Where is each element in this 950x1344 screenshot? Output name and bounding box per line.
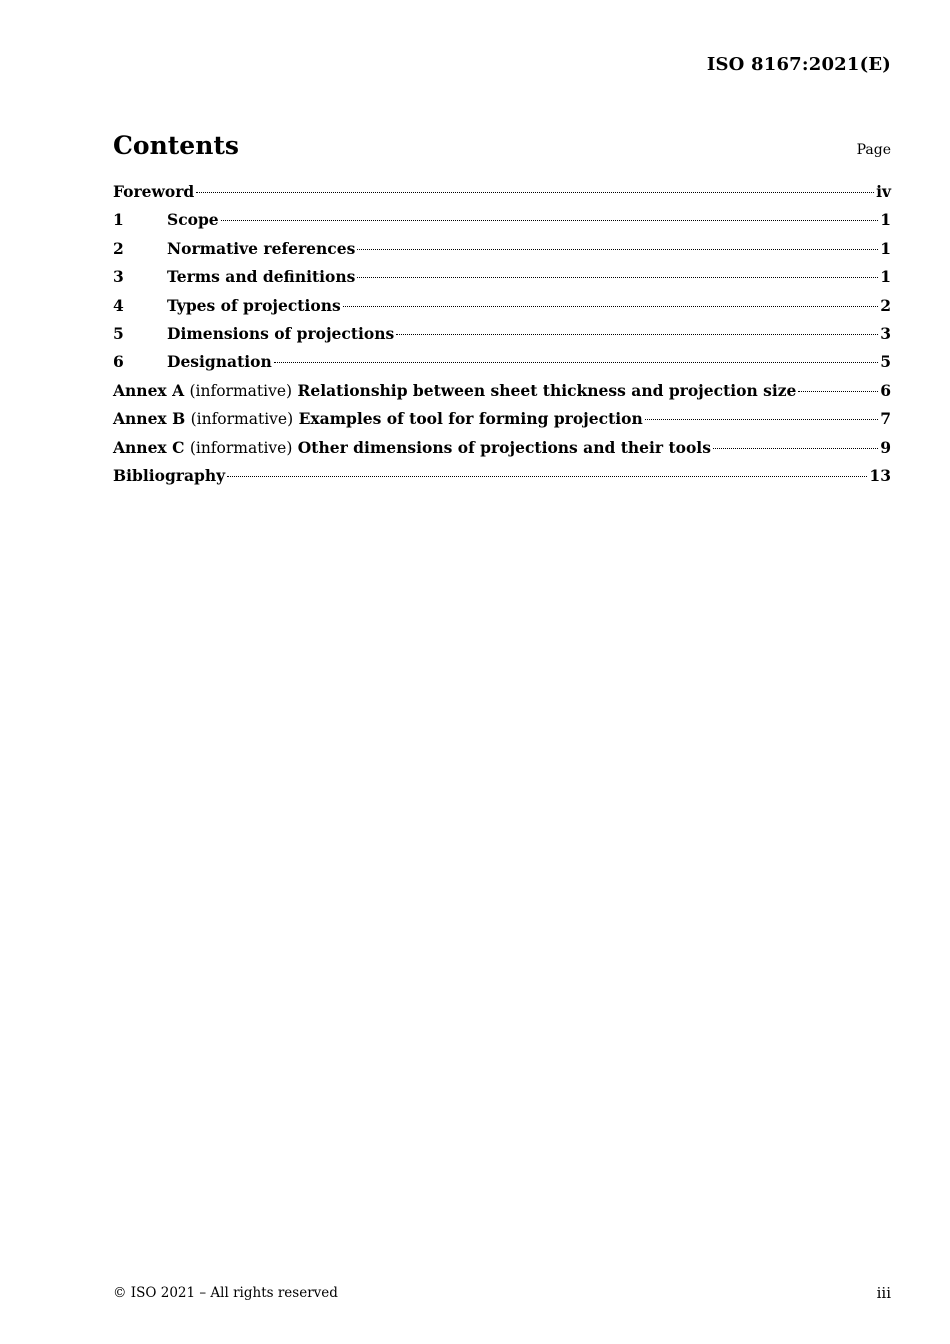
toc-entry-text: Terms and definitions <box>167 267 356 287</box>
toc-entry-number: 5 <box>113 323 124 343</box>
toc-leader-dots <box>343 306 879 307</box>
toc-entry[interactable] <box>113 438 891 466</box>
toc-entry-title <box>167 267 355 286</box>
toc-entry-title <box>113 409 643 428</box>
toc-entry-title <box>167 239 355 258</box>
toc-entry[interactable] <box>113 239 891 267</box>
toc-entry-title <box>167 296 341 315</box>
toc-entry[interactable] <box>113 324 891 352</box>
toc-entry-text: Relationship between sheet thickness and projection size <box>297 380 797 400</box>
toc-entry-text: Examples of tool for forming projection <box>298 409 643 429</box>
table-of-contents <box>113 182 891 494</box>
toc-leader-dots <box>357 249 878 250</box>
toc-entry-title <box>167 352 272 371</box>
toc-entry-text: Foreword <box>113 182 195 201</box>
toc-leader-dots <box>645 419 878 420</box>
toc-entry[interactable] <box>113 296 891 324</box>
toc-entry[interactable] <box>113 267 891 295</box>
toc-entry-page: 13 <box>869 465 891 485</box>
toc-entry-page: iv <box>876 182 891 201</box>
toc-entry-page: 7 <box>880 409 891 429</box>
toc-annex-label: Annex C <box>113 437 185 457</box>
toc-entry-text: Normative references <box>167 238 356 258</box>
toc-entry[interactable] <box>113 352 891 380</box>
toc-leader-dots <box>196 192 874 193</box>
toc-entry-title <box>167 210 219 229</box>
footer-copyright: © ISO 2021 – All rights reserved <box>113 1285 338 1301</box>
toc-leader-dots <box>713 448 878 449</box>
toc-entry-page: 3 <box>880 323 891 343</box>
toc-entry-number: 4 <box>113 295 124 315</box>
toc-leader-dots <box>274 362 878 363</box>
toc-annex-label: Annex A <box>113 380 185 400</box>
document-id: ISO 8167:2021(E) <box>706 54 891 75</box>
toc-entry-number: 3 <box>113 267 124 287</box>
page-column-label: Page <box>856 142 891 158</box>
toc-entry-page: 1 <box>880 238 891 258</box>
toc-entry-title <box>113 182 194 201</box>
toc-entry-text: Designation <box>167 352 272 372</box>
toc-entry-page: 1 <box>880 267 891 287</box>
toc-leader-dots <box>396 334 878 335</box>
toc-leader-dots <box>227 476 867 477</box>
toc-entry[interactable] <box>113 381 891 409</box>
toc-annex-informative: (informative) <box>189 438 293 457</box>
toc-annex-informative: (informative) <box>189 381 293 400</box>
toc-entry-page: 5 <box>880 352 891 372</box>
toc-leader-dots <box>357 277 878 278</box>
toc-entry-page: 2 <box>880 295 891 315</box>
toc-annex-informative: (informative) <box>190 410 294 429</box>
toc-entry[interactable] <box>113 182 891 210</box>
toc-entry-number: 6 <box>113 352 124 372</box>
toc-entry-text: Scope <box>167 210 219 230</box>
footer-page-number: iii <box>876 1284 891 1302</box>
toc-leader-dots <box>221 220 879 221</box>
toc-entry-text: Dimensions of projections <box>167 323 395 343</box>
toc-entry-number: 2 <box>113 238 124 258</box>
toc-entry-text: Types of projections <box>167 295 341 315</box>
toc-entry-text: Bibliography <box>113 465 226 485</box>
toc-leader-dots <box>798 391 878 392</box>
toc-entry-page: 9 <box>880 437 891 457</box>
toc-entry-text: Other dimensions of projections and their tools <box>297 437 711 457</box>
toc-annex-label: Annex B <box>113 409 186 429</box>
toc-entry[interactable] <box>113 409 891 437</box>
toc-entry-number: 1 <box>113 210 124 230</box>
toc-entry[interactable] <box>113 210 891 238</box>
toc-entry-page: 1 <box>880 210 891 230</box>
toc-entry-title <box>113 466 225 485</box>
toc-entry-page: 6 <box>880 380 891 400</box>
toc-entry[interactable] <box>113 466 891 494</box>
contents-heading: Contents <box>113 131 240 160</box>
toc-entry-title <box>113 381 796 400</box>
toc-entry-title <box>167 324 394 343</box>
toc-entry-title <box>113 438 711 457</box>
